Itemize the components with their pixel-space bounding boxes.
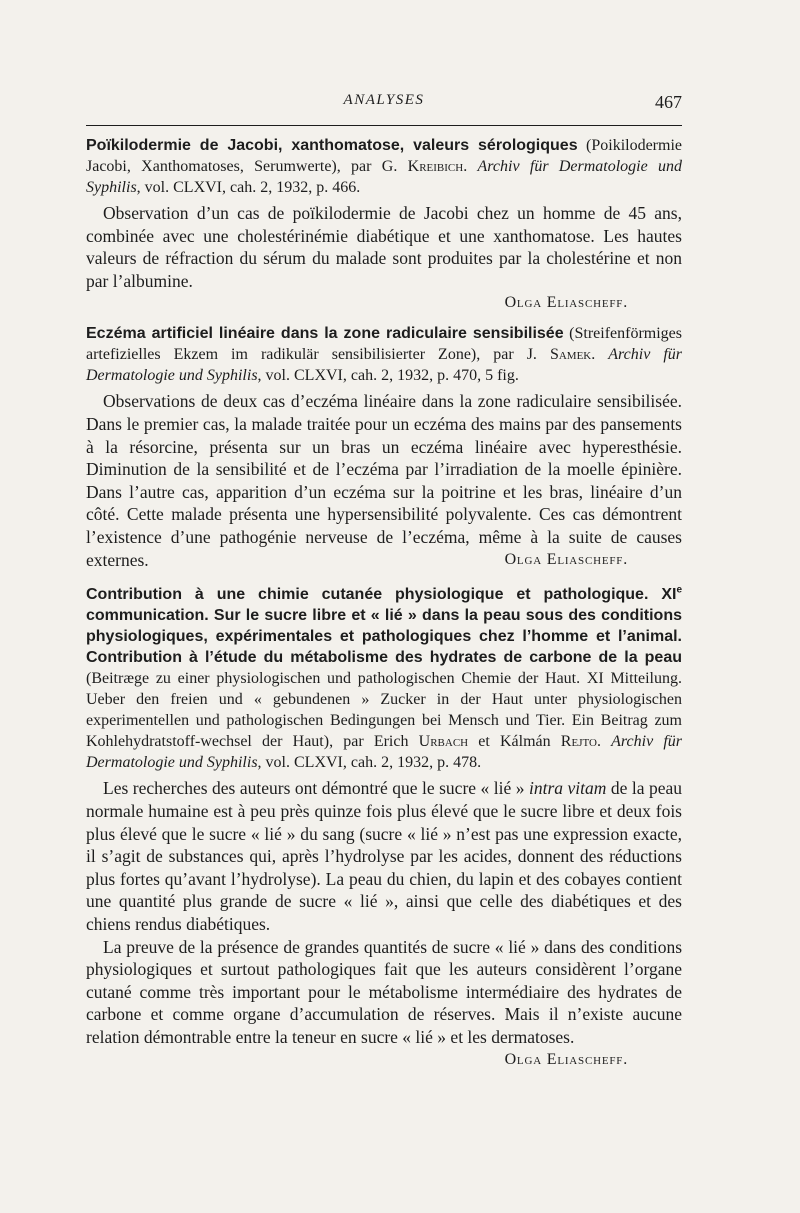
abstract-paragraph bbox=[86, 390, 682, 571]
article-title: Poïkilodermie de Jacobi, xanthomatose, valeurs sérologiques bbox=[86, 137, 578, 154]
abstract-paragraph: La preuve de la présence de grandes quantités de sucre « lié » dans des conditions physiologiques et surtout pathologiques fait que les auteurs considèrent l’organe cutané comme très important pour le métabolisme intermédiaire des hydrates de carbone et comme organe d’accumulation de réserves. Mais il n’existe aucune relation démontrable entre la teneur en sucre « lié » et les dermatoses. bbox=[86, 936, 682, 1047]
signature: Olga Eliascheff. bbox=[504, 1050, 628, 1068]
paragraph-text: Observations de deux cas d’eczéma linéaire dans la zone radiculaire sensibilisée. Dans le premier cas, la malade traitée pour un eczéma des mains par des pansements à la résorcine, présenta sur un bras un eczéma linéaire avec hyperesthésie. Diminution de la sensibilité et de l’eczéma par l’irradiation de la moelle épinière. Dans l’autre cas, apparition d’un eczéma sur la poitrine et les bras, linéaire d’un côté. Cette malade présenta une hypersensibilité polyvalente. Ces cas démontrent l’existence d’une pathogénie nerveuse de l’eczéma, même à la suite de causes externes. bbox=[86, 391, 682, 570]
title-part: Contribution à une chimie cutanée physiologique et pathologique. XI bbox=[86, 586, 677, 604]
page-header bbox=[86, 92, 682, 116]
reference-text: et Kálmán bbox=[468, 733, 561, 751]
reference-text: . bbox=[591, 346, 609, 364]
article-eczema bbox=[86, 323, 682, 571]
reference-text: , vol. CLXVI, cah. 2, 1932, p. 478. bbox=[257, 754, 482, 772]
article-reference bbox=[86, 323, 682, 386]
header-rule bbox=[86, 125, 682, 126]
page-number: 467 bbox=[655, 92, 682, 112]
abstract-paragraph: Observation d’un cas de poïkilodermie de Jacobi chez un homme de 45 ans, combinée avec une cholestérinémie diabétique et une xanthomatose. Les hautes valeurs de réfraction du sérum du malade sont produites par la cholestérine et non par l’albumine. bbox=[86, 203, 682, 291]
reference-text: (Beitræge zu einer physiologischen und pathologischen Chemie der Haut. XI Mitteilung. Ueber den freien und « gebundenen » Zucker in der Haut unter physiologischen experimentellen und pathologischen Bedingungen bei Mensch und Tier. Ein Beitrag zum Kohlehydratstoff-wechsel der Haut), par Erich bbox=[86, 670, 682, 751]
reference-text: . bbox=[596, 733, 612, 751]
article-title bbox=[86, 586, 682, 666]
reference-text: , vol. CLXVI, cah. 2, 1932, p. 470, 5 fig. bbox=[257, 367, 519, 385]
reference-text: , vol. CLXVI, cah. 2, 1932, p. 466. bbox=[136, 179, 361, 196]
title-superscript: e bbox=[676, 585, 682, 597]
journal-name: Archiv für Dermatologie und Syphilis bbox=[86, 733, 683, 772]
latin-term: intra vitam bbox=[528, 778, 607, 799]
author-name: Rejto bbox=[560, 733, 597, 751]
page-body bbox=[86, 135, 682, 1071]
author-name: Samek bbox=[549, 346, 592, 364]
running-title: ANALYSES bbox=[343, 92, 425, 108]
article-reference bbox=[86, 580, 682, 773]
author-name: Urbach bbox=[418, 733, 469, 751]
reference-text: (Streifenförmiges artefizielles Ekzem im radikulär sensibilisierter Zone), par J. bbox=[86, 325, 682, 364]
signature: Olga Eliascheff. bbox=[504, 294, 628, 312]
author-name: Kreibich bbox=[407, 158, 464, 175]
article-title: Eczéma artificiel linéaire dans la zone radiculaire sensibilisée bbox=[86, 325, 564, 343]
paragraph-text: Les recherches des auteurs ont démontré que le sucre « lié » bbox=[103, 778, 529, 799]
abstract-paragraph bbox=[86, 777, 682, 935]
reference-text: . bbox=[463, 158, 478, 175]
title-part: communication. Sur le sucre libre et « lié » dans la peau sous des conditions physiologiques, expérimentales et pathologiques chez l’homme et l’animal. Contribution à l’étude du métabolisme des hydrates de carbone de la peau bbox=[86, 607, 682, 667]
article-chimie-cutanee bbox=[86, 580, 682, 1070]
article-reference bbox=[86, 135, 682, 198]
journal-name: Archiv für Dermatologie und Syphilis bbox=[86, 158, 683, 196]
article-poikilodermie bbox=[86, 135, 682, 314]
signature: Olga Eliascheff. bbox=[504, 550, 628, 568]
reference-text: (Poikilodermie Jacobi, Xanthomatoses, Serumwerte), par G. bbox=[86, 137, 682, 175]
journal-name: Archiv für Dermatologie und Syphilis bbox=[86, 346, 683, 385]
paragraph-text: de la peau normale humaine est à peu près quinze fois plus élevé que le sucre libre et deux fois plus élevé que le sucre « lié » du sang (sucre « lié » n’est pas une expression exacte, il s’agit de substances qui, après l’hydrolyse par les acides, donnent des réductions plus fortes qu’avant l’hydrolyse). La peau du chien, du lapin et des cobayes contient une quantité plus grande de sucre « lié », ainsi que celle des diabétiques et des chiens rendus diabétiques. bbox=[86, 778, 682, 935]
